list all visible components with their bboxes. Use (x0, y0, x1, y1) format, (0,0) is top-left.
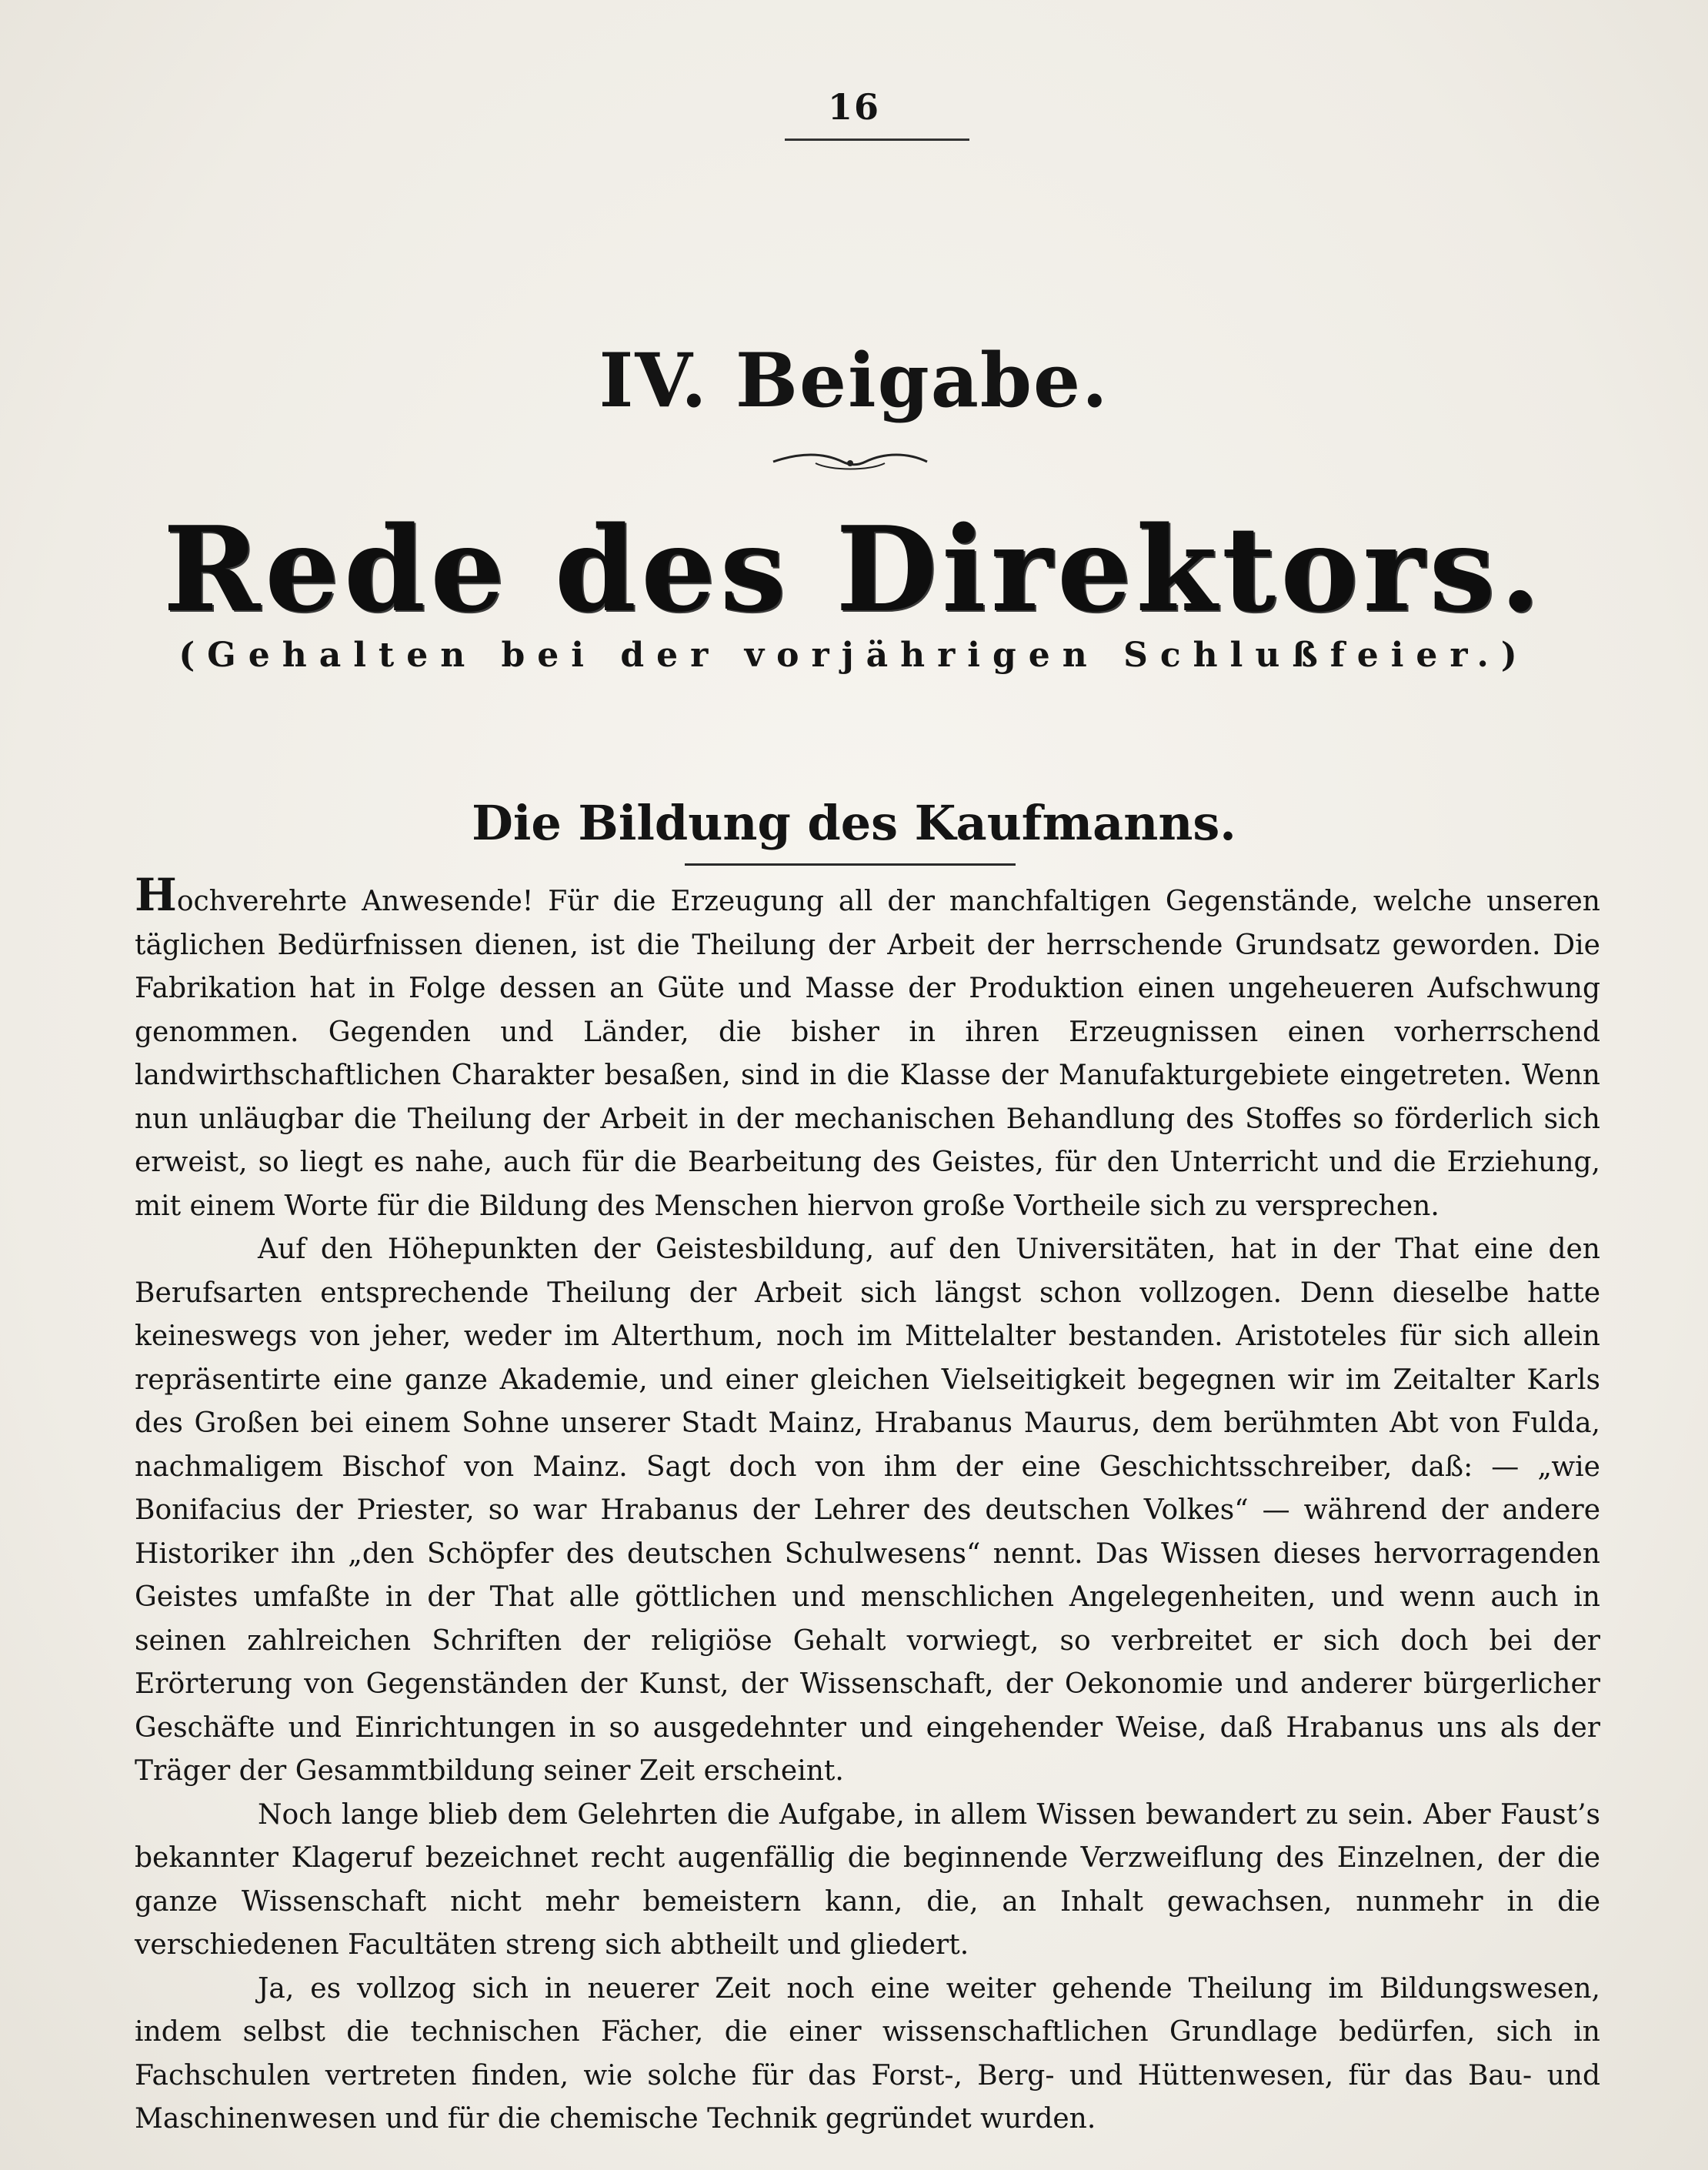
subtitle: (Gehalten bei der vorjährigen Schlußfeier.) (178, 636, 1530, 675)
page-number-rule (785, 139, 969, 141)
speech-title: Die Bildung des Kaufmanns. (472, 795, 1236, 851)
paragraph: Ja, es vollzog sich in neuerer Zeit noch eine weiter gehende Theilung im Bildungswesen, indem selbst die technischen Fächer, die einer wissenschaftlichen Grundlage bedürfen, sich in Fachschulen vertreten finden, wie solche für das Forst-, Berg- und Hüttenwesen, für das Bau- und Maschinenwesen und für die chemische Technik gegründet wurden. (135, 1972, 1600, 2135)
section-heading: IV. Beigabe. (599, 337, 1109, 424)
body-text (135, 869, 1600, 2142)
speech-title-rule (685, 863, 1016, 866)
page-number: 16 (827, 86, 880, 128)
paragraph-text: ochverehrte Anwesende! Für die Erzeugung all der manchfaltigen Gegenstände, welche unseren täglichen Bedürfnissen dienen, ist die Theilung der Arbeit der herrschende Grundsatz geworden. Die Fabrikation hat in Folge dessen an Güte und Masse der Produktion einen ungeheueren Aufschwung genommen. Gegenden und Länder, die bisher in ihren Erzeugnissen einen vorherrschend landwirthschaftlichen Charakter besaßen, sind in die Klasse der Manufakturgebiete eingetreten. Wenn nun unläugbar die Theilung der Arbeit in der mechanischen Behandlung des Stoffes so förderlich sich erweist, so liegt es nahe, auch für die Bearbeitung des Geistes, für den Unterricht und die Erziehung, mit einem Worte für die Bildung des Menschen hiervon große Vortheile sich zu versprechen. (135, 886, 1600, 1222)
paragraph (135, 869, 1600, 1228)
paragraph: Noch lange blieb dem Gelehrten die Aufgabe, in allem Wissen bewandert zu sein. Aber Faust’s bekannter Klageruf bezeichnet recht augenfällig die beginnende Verzweiflung des Einzelnen, der die ganze Wissenschaft nicht mehr bemeistern kann, die, an Inhalt gewachsen, nunmehr in die verschiedenen Facultäten streng sich abtheilt und gliedert. (135, 1798, 1600, 1961)
main-title: Rede des Direktors. (162, 500, 1546, 638)
paragraph: Auf den Höhepunkten der Geistesbildung, auf den Universitäten, hat in der That eine den Berufsarten entsprechende Theilung der Arbeit sich längst schon vollzogen. Denn dieselbe hatte keineswegs von jeher, weder im Alterthum, noch im Mittelalter bestanden. Aristoteles für sich allein repräsentirte eine ganze Akademie, und einer gleichen Vielseitigkeit begegnen wir im Zeitalter Karls des Großen bei einem Sohne unserer Stadt Mainz, Hrabanus Maurus, dem berühmten Abt von Fulda, nachmaligem Bischof von Mainz. Sagt doch von ihm der eine Geschichtsschreiber, daß: — „wie Bonifacius der Priester, so war Hrabanus der Lehrer des deutschen Volkes“ — während der andere Historiker ihn „den Schöpfer des deutschen Schulwesens“ nennt. Das Wissen dieses hervorragenden Geistes umfaßte in der That alle göttlichen und menschlichen Angelegenheiten, und wenn auch in seinen zahlreichen Schriften der religiöse Gehalt vorwiegt, so verbreitet er sich doch bei der Erörterung von Gegenständen der Kunst, der Wissenschaft, der Oekonomie und anderer bürgerlicher Geschäfte und Einrichtungen in so ausgedehnter und eingehender Weise, daß Hrabanus uns als der Träger der Gesammtbildung seiner Zeit erscheint. (135, 1234, 1600, 1787)
drop-cap: H (135, 869, 177, 921)
ornament-flourish (769, 446, 931, 477)
